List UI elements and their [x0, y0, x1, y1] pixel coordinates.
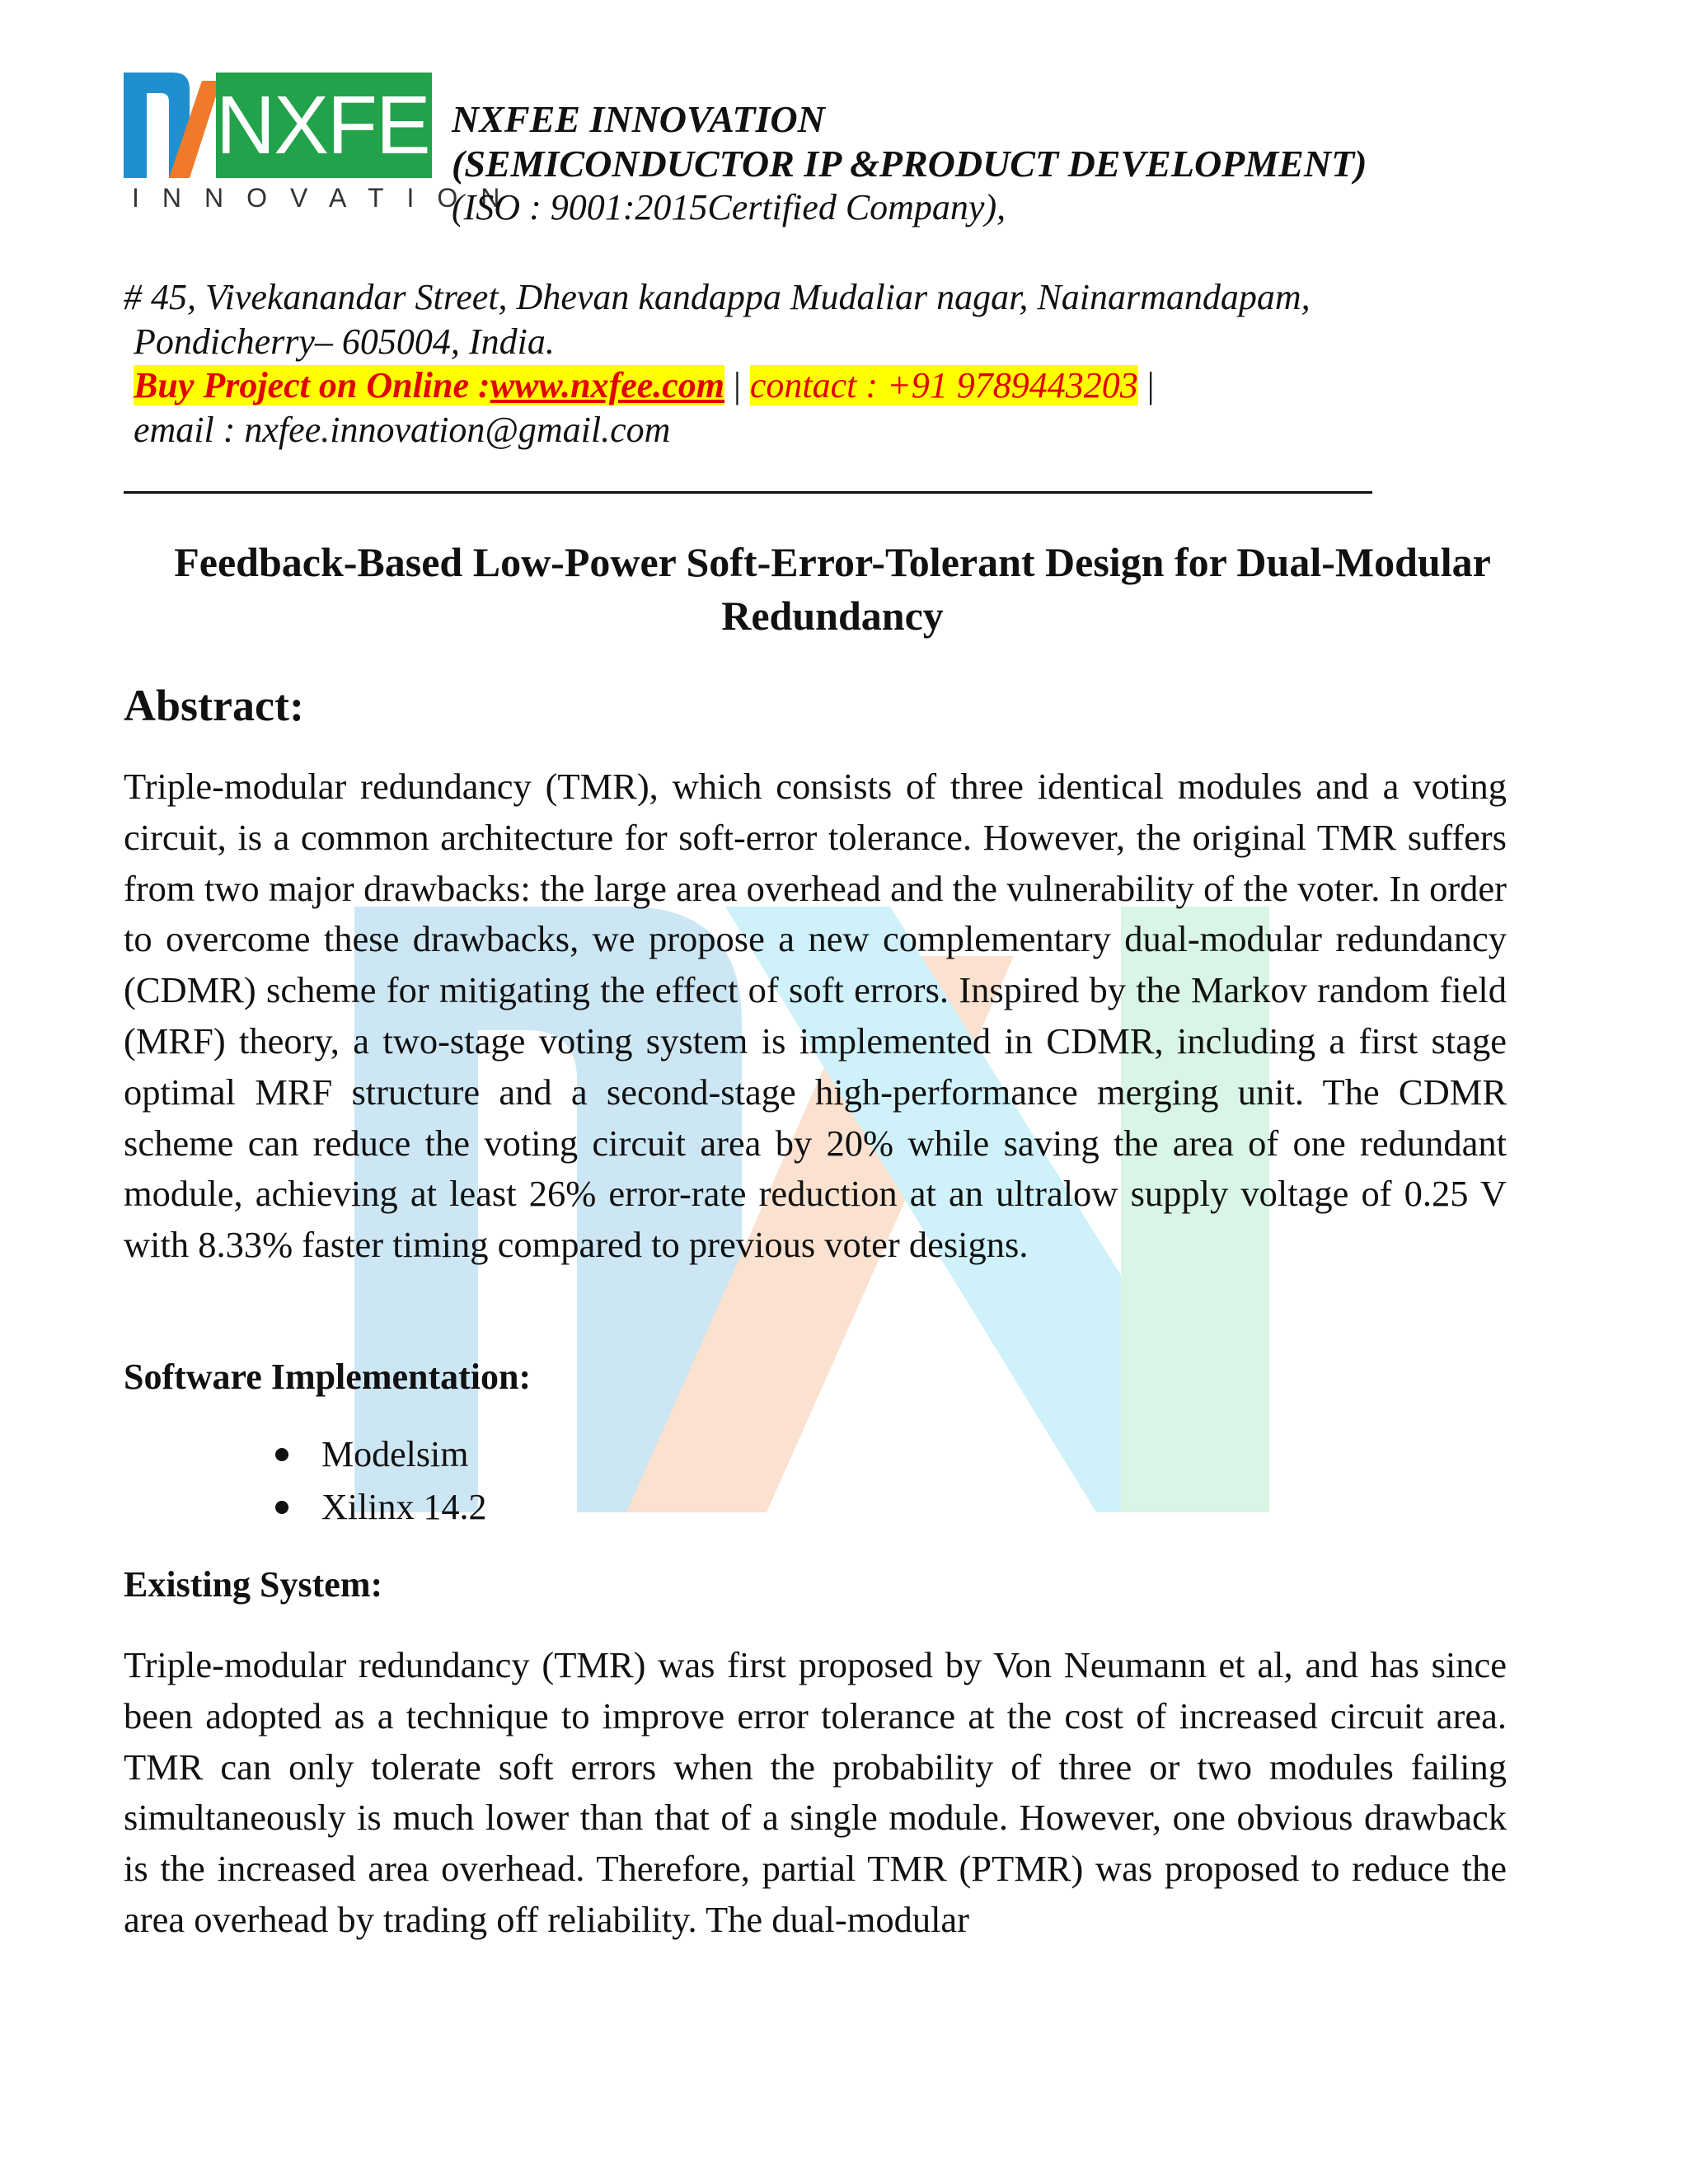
document-title: Feedback-Based Low-Power Soft-Error-Tolerant Design for Dual-Modular Redundancy: [174, 539, 1491, 639]
company-logo: [124, 68, 523, 232]
existing-system-paragraph: Triple-modular redundancy (TMR) was first proposed by Von Neumann et al, and has since been adopted as a technique to improve error tolerance at the cost of increased circuit area. TMR can only tolerate soft errors when the probability of three or two modules failing simultaneously is much lower than that of a single module. However, one obvious drawback is the increased area overhead. Therefore, partial TMR (PTMR) was proposed to reduce the area overhead by trading off reliability. The dual-modular: [124, 1644, 1507, 1940]
phone-contact: contact : +91 9789443203: [749, 365, 1138, 405]
company-tagline: (SEMICONDUCTOR IP &PRODUCT DEVELOPMENT): [452, 143, 1367, 185]
website-link[interactable]: www.nxfee.com: [490, 365, 725, 405]
existing-system-heading: Existing System:: [124, 1564, 383, 1605]
company-iso: (ISO : 9001:2015Certified Company),: [452, 187, 1006, 227]
abstract-paragraph: Triple-modular redundancy (TMR), which consists of three identical modules and a voting circuit, is a common architecture for soft-error tolerance. However, the original TMR suffers from two major drawbacks: the large area overhead and the vulnerability of the voter. In order to overcome these drawbacks, we propose a new complementary dual-modular redundancy (CDMR) scheme for mitigating the effect of soft errors. Inspired by the Markov random field (MRF) theory, a two-stage voting system is implemented in CDMR, including a first stage optimal MRF structure and a second-stage high-performance merging unit. The CDMR scheme can reduce the voting circuit area by 20% while saving the area of one redundant module, achieving at least 26% error-rate reduction at an ultralow supply voltage of 0.25 V with 8.33% faster timing compared to previous voter designs.: [124, 766, 1507, 1266]
address-line-2: Pondicherry– 605004, India.: [134, 321, 555, 362]
contact-separator: |: [724, 365, 750, 405]
abstract-heading: Abstract:: [124, 681, 304, 730]
company-name: NXFEE INNOVATION: [452, 98, 825, 140]
logo-wordmark: NXFEE: [216, 73, 432, 178]
logo-n-mark: [124, 73, 223, 178]
software-item-modelsim: Modelsim: [272, 1428, 486, 1481]
header-divider: [124, 491, 1372, 494]
software-heading: Software Implementation:: [124, 1357, 532, 1397]
software-item-xilinx: Xilinx 14.2: [272, 1481, 486, 1534]
contact-trailing-separator: |: [1137, 365, 1155, 405]
software-list: [272, 1428, 486, 1534]
buy-project-label: Buy Project on Online :www.nxfee.com: [134, 365, 725, 405]
logo-subtitle: INNOVATION: [132, 183, 523, 213]
contact-line: [134, 364, 1155, 406]
address-line-1: # 45, Vivekanandar Street, Dhevan kandappa Mudaliar nagar, Nainarmandapam,: [124, 277, 1311, 317]
email-contact: email : nxfee.innovation@gmail.com: [134, 410, 671, 450]
